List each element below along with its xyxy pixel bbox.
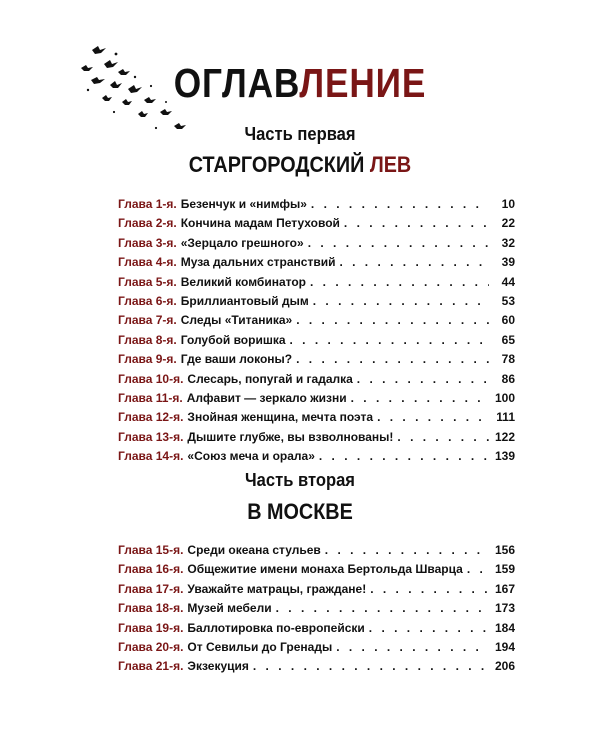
dot-leader bbox=[296, 313, 489, 327]
chapter-title: Слесарь, попугай и гадалка bbox=[187, 371, 353, 386]
chapter-title: Музей мебели bbox=[187, 601, 272, 616]
page-number: 194 bbox=[494, 639, 515, 654]
toc-part-two bbox=[118, 543, 515, 679]
chapter-number: Глава 13-я. bbox=[118, 429, 184, 444]
chapter-title: Где ваши локоны? bbox=[180, 352, 293, 367]
chapter-number: Глава 15-я. bbox=[118, 543, 184, 557]
toc-row[interactable] bbox=[118, 275, 515, 294]
page-number: 60 bbox=[501, 313, 515, 328]
chapter-number: Глава 4-я. bbox=[118, 255, 177, 270]
page-number: 86 bbox=[501, 371, 515, 386]
page-number: 32 bbox=[501, 235, 515, 250]
chapter-number: Глава 20-я. bbox=[118, 639, 184, 654]
chapter-number: Глава 2-я. bbox=[118, 216, 177, 231]
dot-leader bbox=[253, 659, 489, 673]
toc-row[interactable] bbox=[118, 640, 515, 659]
dot-leader bbox=[370, 582, 489, 596]
chapter-title: От Севильи до Гренады bbox=[187, 639, 333, 654]
toc-row[interactable] bbox=[118, 313, 515, 332]
dot-leader bbox=[310, 275, 489, 289]
chapter-number: Глава 17-я. bbox=[118, 581, 184, 596]
chapter-number: Глава 16-я. bbox=[118, 562, 184, 577]
dot-leader bbox=[296, 352, 489, 366]
chapter-title: Муза дальних странствий bbox=[180, 255, 336, 270]
toc-row[interactable] bbox=[118, 562, 515, 581]
part-two-title-dark: В МОСКВЕ bbox=[247, 499, 353, 524]
toc-row[interactable] bbox=[118, 372, 515, 391]
page-number: 10 bbox=[501, 197, 515, 211]
chapter-number: Глава 8-я. bbox=[118, 332, 177, 347]
chapter-number: Глава 6-я. bbox=[118, 293, 177, 308]
page-number: 122 bbox=[494, 429, 515, 444]
page-number: 22 bbox=[501, 216, 515, 231]
chapter-number: Глава 1-я. bbox=[118, 197, 177, 211]
toc-part-one bbox=[118, 197, 515, 468]
dot-leader bbox=[311, 197, 489, 211]
toc-row[interactable] bbox=[118, 543, 515, 562]
chapter-number: Глава 14-я. bbox=[118, 449, 184, 464]
page-number: 39 bbox=[501, 255, 515, 270]
chapter-title: Экзекуция bbox=[187, 659, 249, 674]
chapter-number: Глава 7-я. bbox=[118, 313, 177, 328]
dot-leader bbox=[369, 621, 489, 635]
page-number: 206 bbox=[494, 659, 515, 674]
part-one-title-red: ЛЕВ bbox=[369, 152, 412, 177]
toc-row[interactable] bbox=[118, 391, 515, 410]
chapter-number: Глава 21-я. bbox=[118, 659, 184, 674]
chapter-title: Алфавит — зеркало жизни bbox=[186, 390, 347, 405]
dot-leader bbox=[351, 391, 489, 405]
dot-leader bbox=[276, 601, 489, 615]
chapter-title: «Зерцало грешного» bbox=[180, 235, 304, 250]
page-title bbox=[42, 60, 558, 107]
chapter-number: Глава 12-я. bbox=[118, 410, 184, 425]
toc-row[interactable] bbox=[118, 582, 515, 601]
dot-leader bbox=[339, 255, 489, 269]
dot-leader bbox=[319, 449, 489, 463]
dot-leader bbox=[313, 294, 489, 308]
page-number: 44 bbox=[501, 274, 515, 289]
dot-leader bbox=[290, 333, 490, 347]
page-number: 173 bbox=[494, 601, 515, 616]
title-red-part: ЛЕНИЕ bbox=[299, 60, 427, 106]
chapter-title: Бриллиантовый дым bbox=[180, 293, 309, 308]
dot-leader bbox=[377, 410, 489, 424]
dot-leader bbox=[325, 543, 489, 557]
page-number: 139 bbox=[494, 449, 515, 464]
chapter-title: Знойная женщина, мечта поэта bbox=[187, 410, 374, 425]
part-one-label: Часть первая bbox=[244, 124, 356, 144]
dot-leader bbox=[308, 236, 489, 250]
dot-leader bbox=[357, 372, 489, 386]
toc-row[interactable] bbox=[118, 601, 515, 620]
toc-row[interactable] bbox=[118, 333, 515, 352]
page-number: 53 bbox=[501, 293, 515, 308]
page-number: 100 bbox=[494, 390, 515, 405]
bird-icon bbox=[92, 46, 106, 54]
title-dark-part: ОГЛАВ bbox=[173, 60, 300, 106]
chapter-title: «Союз меча и орала» bbox=[187, 449, 315, 464]
toc-row[interactable] bbox=[118, 621, 515, 640]
bird-icon bbox=[160, 109, 172, 115]
chapter-title: Общежитие имени монаха Бертольда Шварца bbox=[187, 562, 463, 577]
chapter-title: Уважайте матрацы, граждане! bbox=[187, 581, 367, 596]
toc-row[interactable] bbox=[118, 352, 515, 371]
part-one-title-dark: СТАРГОРОДСКИЙ bbox=[188, 152, 365, 177]
chapter-title: Среди океана стульев bbox=[187, 543, 321, 557]
toc-row[interactable] bbox=[118, 410, 515, 429]
chapter-title: Кончина мадам Петуховой bbox=[180, 216, 340, 231]
chapter-title: Баллотировка по-европейски bbox=[187, 620, 365, 635]
toc-row[interactable] bbox=[118, 255, 515, 274]
page-number: 65 bbox=[501, 332, 515, 347]
dot-leader bbox=[336, 640, 489, 654]
dot-leader bbox=[397, 430, 489, 444]
toc-row[interactable] bbox=[118, 197, 515, 216]
chapter-title: Голубой воришка bbox=[180, 332, 286, 347]
chapter-number: Глава 11-я. bbox=[118, 390, 183, 405]
chapter-number: Глава 19-я. bbox=[118, 620, 184, 635]
part-two-label: Часть вторая bbox=[245, 470, 355, 490]
chapter-number: Глава 9-я. bbox=[118, 352, 177, 367]
part-two-title bbox=[30, 499, 570, 525]
toc-row[interactable] bbox=[118, 216, 515, 235]
toc-row[interactable] bbox=[118, 430, 515, 449]
page-number: 159 bbox=[494, 562, 515, 577]
chapter-title: Великий комбинатор bbox=[180, 274, 306, 289]
chapter-number: Глава 18-я. bbox=[118, 601, 184, 616]
chapter-number: Глава 5-я. bbox=[118, 274, 177, 289]
dot-leader bbox=[344, 216, 489, 230]
page-number: 184 bbox=[494, 620, 515, 635]
toc-row[interactable] bbox=[118, 659, 515, 678]
toc-row[interactable] bbox=[118, 236, 515, 255]
page-number: 156 bbox=[494, 543, 515, 557]
chapter-title: Дышите глубже, вы взволнованы! bbox=[187, 429, 394, 444]
part-one-title bbox=[30, 152, 570, 178]
chapter-number: Глава 3-я. bbox=[118, 235, 177, 250]
chapter-number: Глава 10-я. bbox=[118, 371, 184, 386]
toc-row[interactable] bbox=[118, 294, 515, 313]
toc-row[interactable] bbox=[118, 449, 515, 468]
page-number: 78 bbox=[501, 352, 515, 367]
bird-icon bbox=[138, 111, 148, 117]
chapter-title: Следы «Титаника» bbox=[180, 313, 293, 328]
page-number: 167 bbox=[494, 581, 515, 596]
dot-leader bbox=[467, 562, 489, 576]
chapter-title: Безенчук и «нимфы» bbox=[180, 197, 307, 211]
page-number: 111 bbox=[496, 410, 515, 425]
